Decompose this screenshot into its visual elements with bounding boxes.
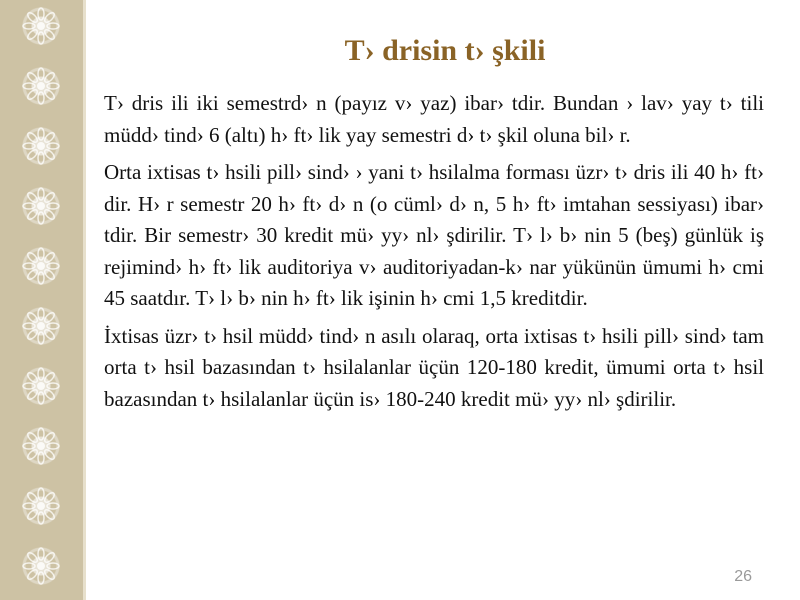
decorative-sidebar — [0, 0, 86, 600]
floral-ornament-icon — [23, 368, 59, 404]
floral-ornament-icon — [23, 128, 59, 164]
floral-ornament-icon — [23, 248, 59, 284]
page-number: 26 — [734, 568, 752, 585]
floral-ornament-icon — [0, 0, 83, 600]
paragraph-1: T› dris ili iki semestrd› n (payız v› yaz) ibar› tdir. Bundan › lav› yay t› tili müdd› tind› 6 (altı) h› ft› lik yay semestri d› t› şkil oluna bil› r. — [104, 91, 764, 147]
slide-title: T› drisin t› şkili — [344, 34, 546, 67]
floral-ornament-icon — [23, 428, 59, 464]
floral-ornament-icon — [23, 188, 59, 224]
paragraph-2: Orta ixtisas t› hsili pill› sind› › yani t› hsilalma forması üzr› t› dris ili 40 h› ft› dir. H› r semestr 20 h› ft› d› n (o cüml› d› n, 5 h› ft› imtahan sessiyası) ibar› tdir. Bir semestr› 30 kredit mü› yy› nl› şdirilir. T› l› b› nin 5 (beş) günlük iş rejimind› h› ft› lik auditoriya v› auditoriyadan-k› nar yükünün ümumi h› cmi 45 saatdır. T› l› b› nin h› ft› lik işinin h› cmi 1,5 kreditdir. — [104, 160, 764, 310]
slide-body — [104, 88, 764, 421]
floral-ornament-icon — [23, 8, 59, 44]
paragraph-3: İxtisas üzr› t› hsil müdd› tind› n asılı olaraq, orta ixtisas t› hsili pill› sind› tam orta t› hsil bazasından t› hsilalanlar üçün 120-180 kredit, ümumi orta t› hsil bazasından t› hsilalanlar üçün is› 180-240 kredit mü› yy› nl› şdirilir. — [104, 323, 764, 411]
floral-ornament-icon — [23, 308, 59, 344]
floral-ornament-icon — [23, 548, 59, 584]
floral-ornament-icon — [23, 488, 59, 524]
floral-ornament-icon — [23, 68, 59, 104]
